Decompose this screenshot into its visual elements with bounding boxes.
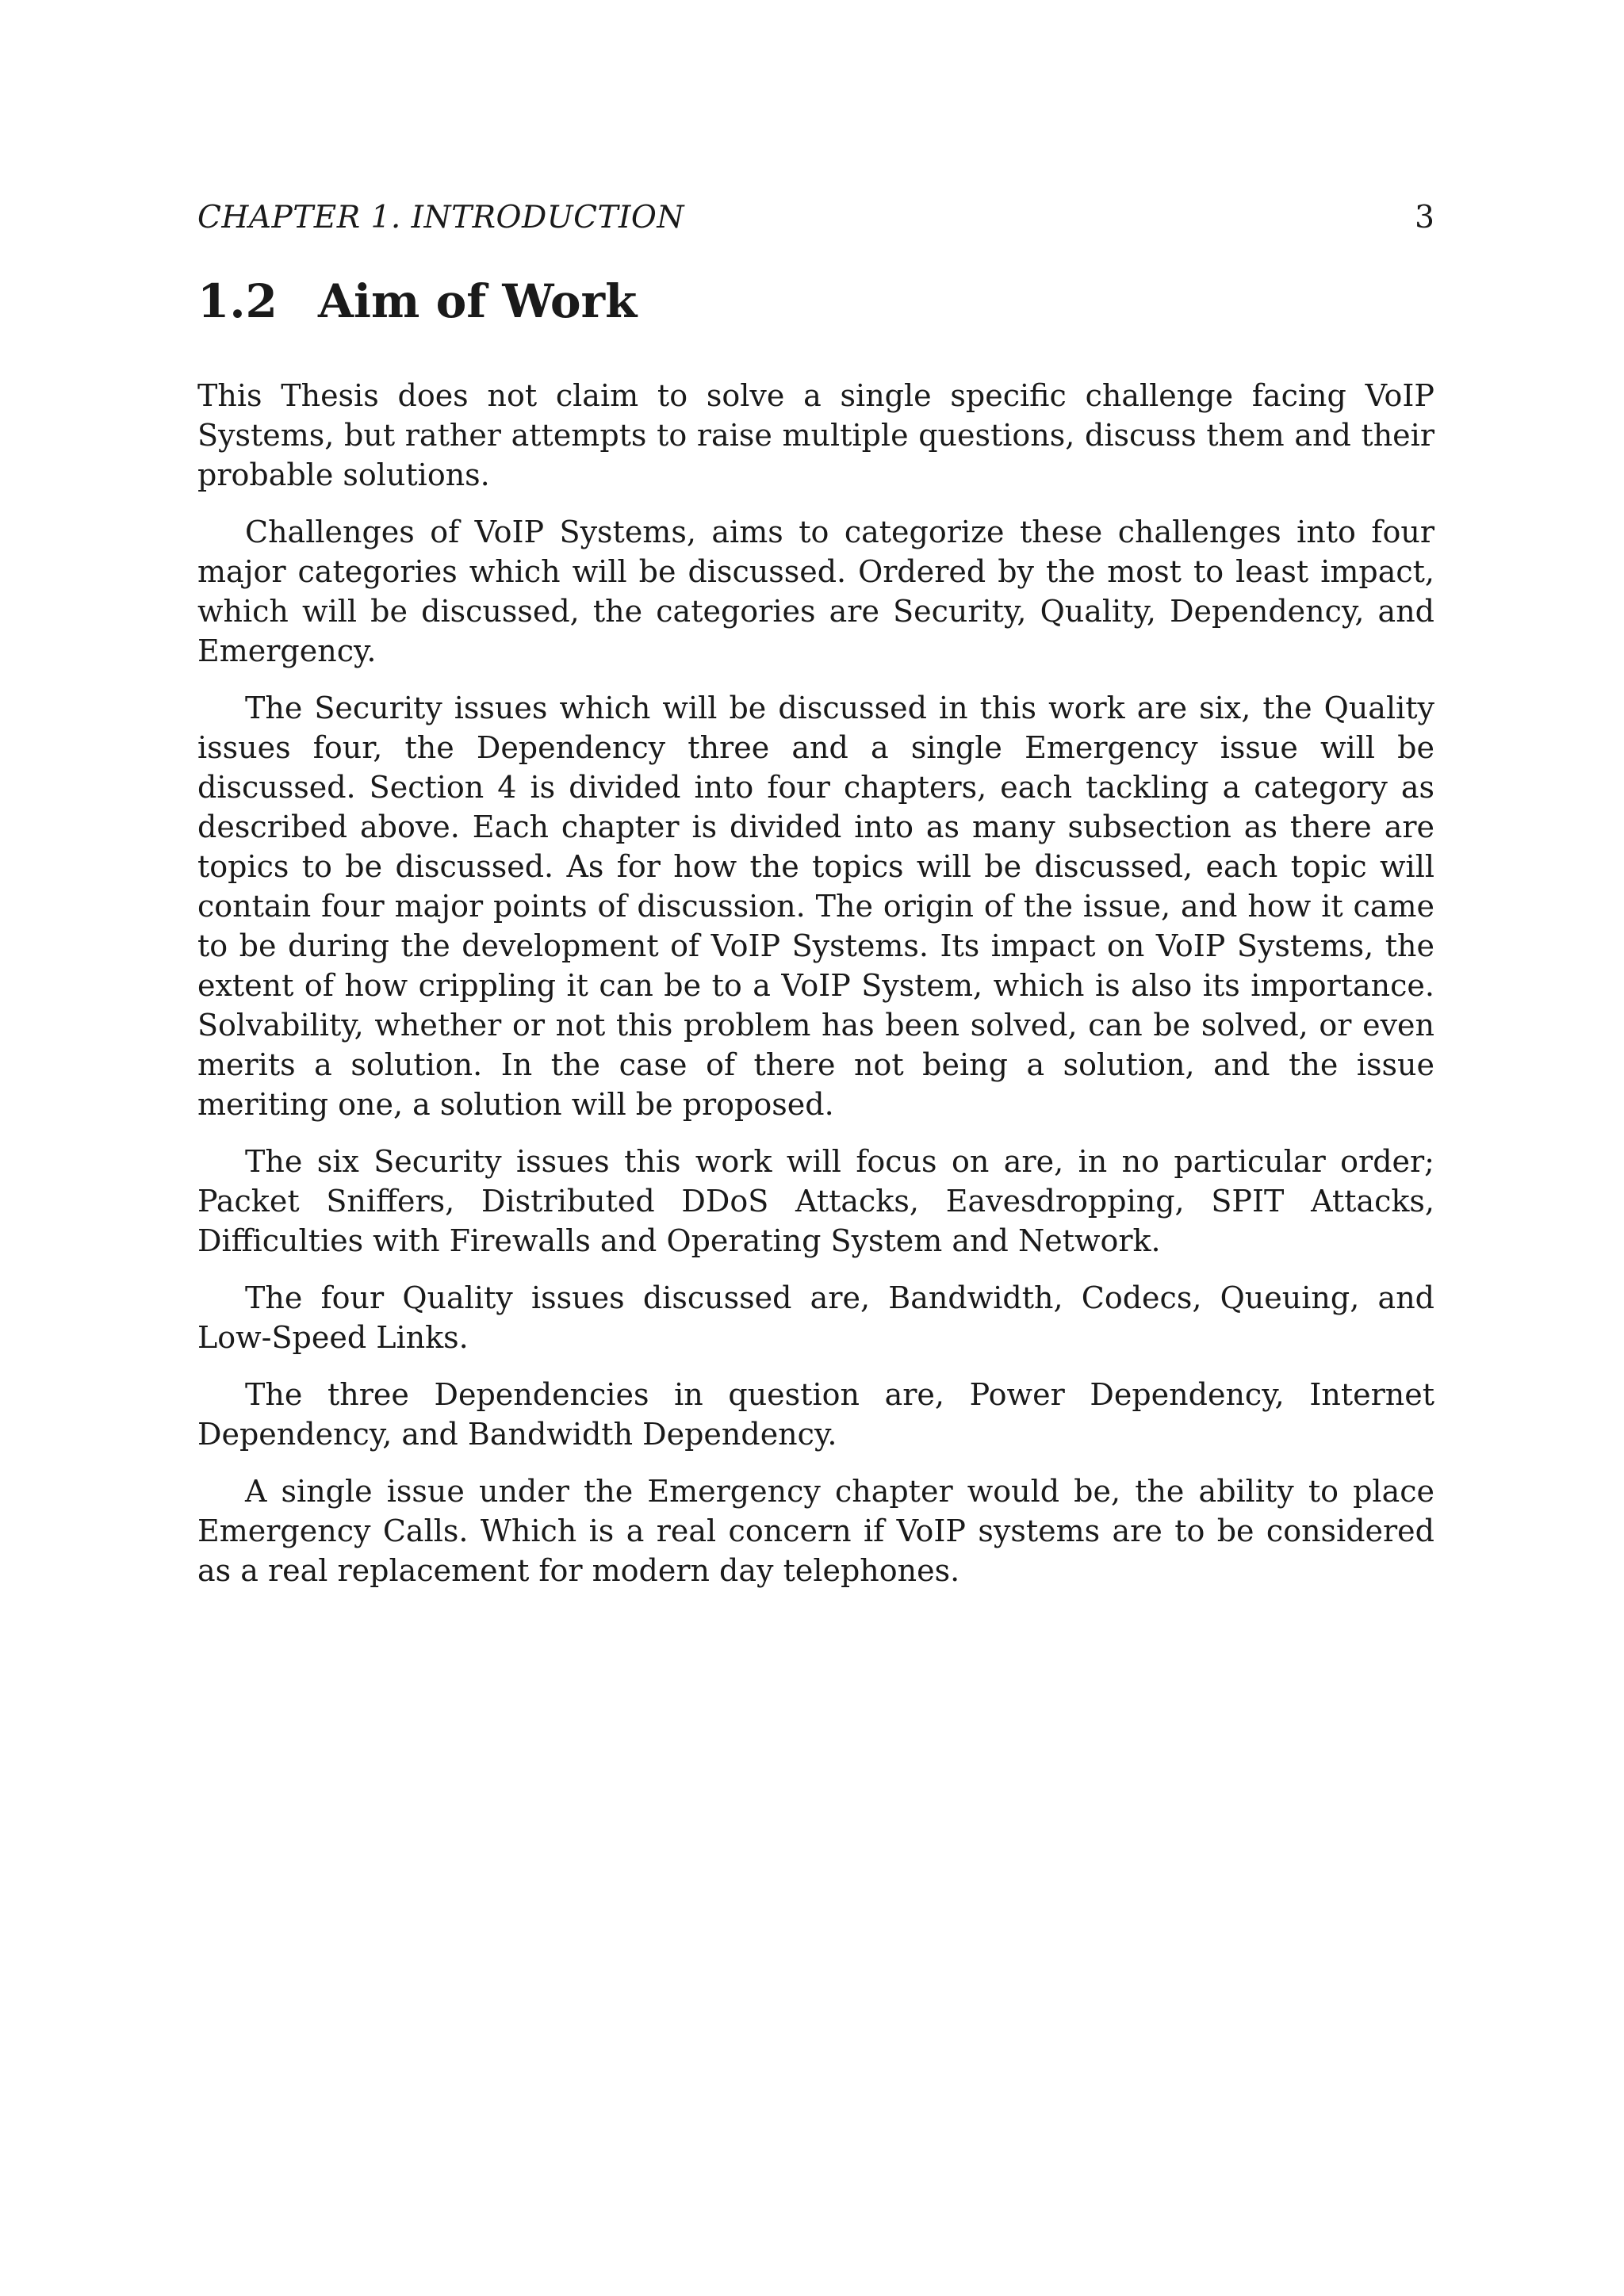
chapter-label: CHAPTER 1. INTRODUCTION	[197, 200, 684, 235]
paragraph: The three Dependencies in question are, Power Dependency, Internet Dependency, and Bandwidth Dependency.	[197, 1377, 1434, 1452]
section-title: Aim of Work	[318, 274, 638, 328]
section-number: 1.2	[197, 274, 278, 328]
paragraph: A single issue under the Emergency chapter would be, the ability to place Emergency Calls. Which is a real concern if VoIP systems are to be considered as a real replacement for modern day telephones.	[197, 1474, 1434, 1588]
running-header	[197, 197, 1434, 239]
page-number: 3	[1415, 200, 1434, 235]
paragraph: The four Quality issues discussed are, Bandwidth, Codecs, Queuing, and Low-Speed Links.	[197, 1280, 1434, 1355]
paragraph: Challenges of VoIP Systems, aims to categorize these challenges into four major categories which will be discussed. Ordered by the most to least impact, which will be discussed, the categories are Security, Quality, Dependency, and Emergency.	[197, 515, 1434, 668]
paragraph: This Thesis does not claim to solve a single specific challenge facing VoIP Systems, but rather attempts to raise multiple questions, discuss them and their probable solutions.	[197, 378, 1434, 492]
section-body	[197, 376, 1434, 1608]
paragraph: The six Security issues this work will focus on are, in no particular order; Packet Sniffers, Distributed DDoS Attacks, Eavesdropping, SPIT Attacks, Difficulties with Firewalls and Operating System and Network.	[197, 1144, 1434, 1258]
section-heading	[197, 266, 1434, 337]
paragraph: The Security issues which will be discussed in this work are six, the Quality issues four, the Dependency three and a single Emergency issue will be discussed. Section 4 is divided into four chapters, each tackling a category as described above. Each chapter is divided into as many subsection as there are topics to be discussed. As for how the topics will be discussed, each topic will contain four major points of discussion. The origin of the issue, and how it came to be during the development of VoIP Systems. Its impact on VoIP Systems, the extent of how crippling it can be to a VoIP System, which is also its importance. Solvability, whether or not this problem has been solved, can be solved, or even merits a solution. In the case of there not being a solution, and the issue meriting one, a solution will be proposed.	[197, 691, 1434, 1122]
